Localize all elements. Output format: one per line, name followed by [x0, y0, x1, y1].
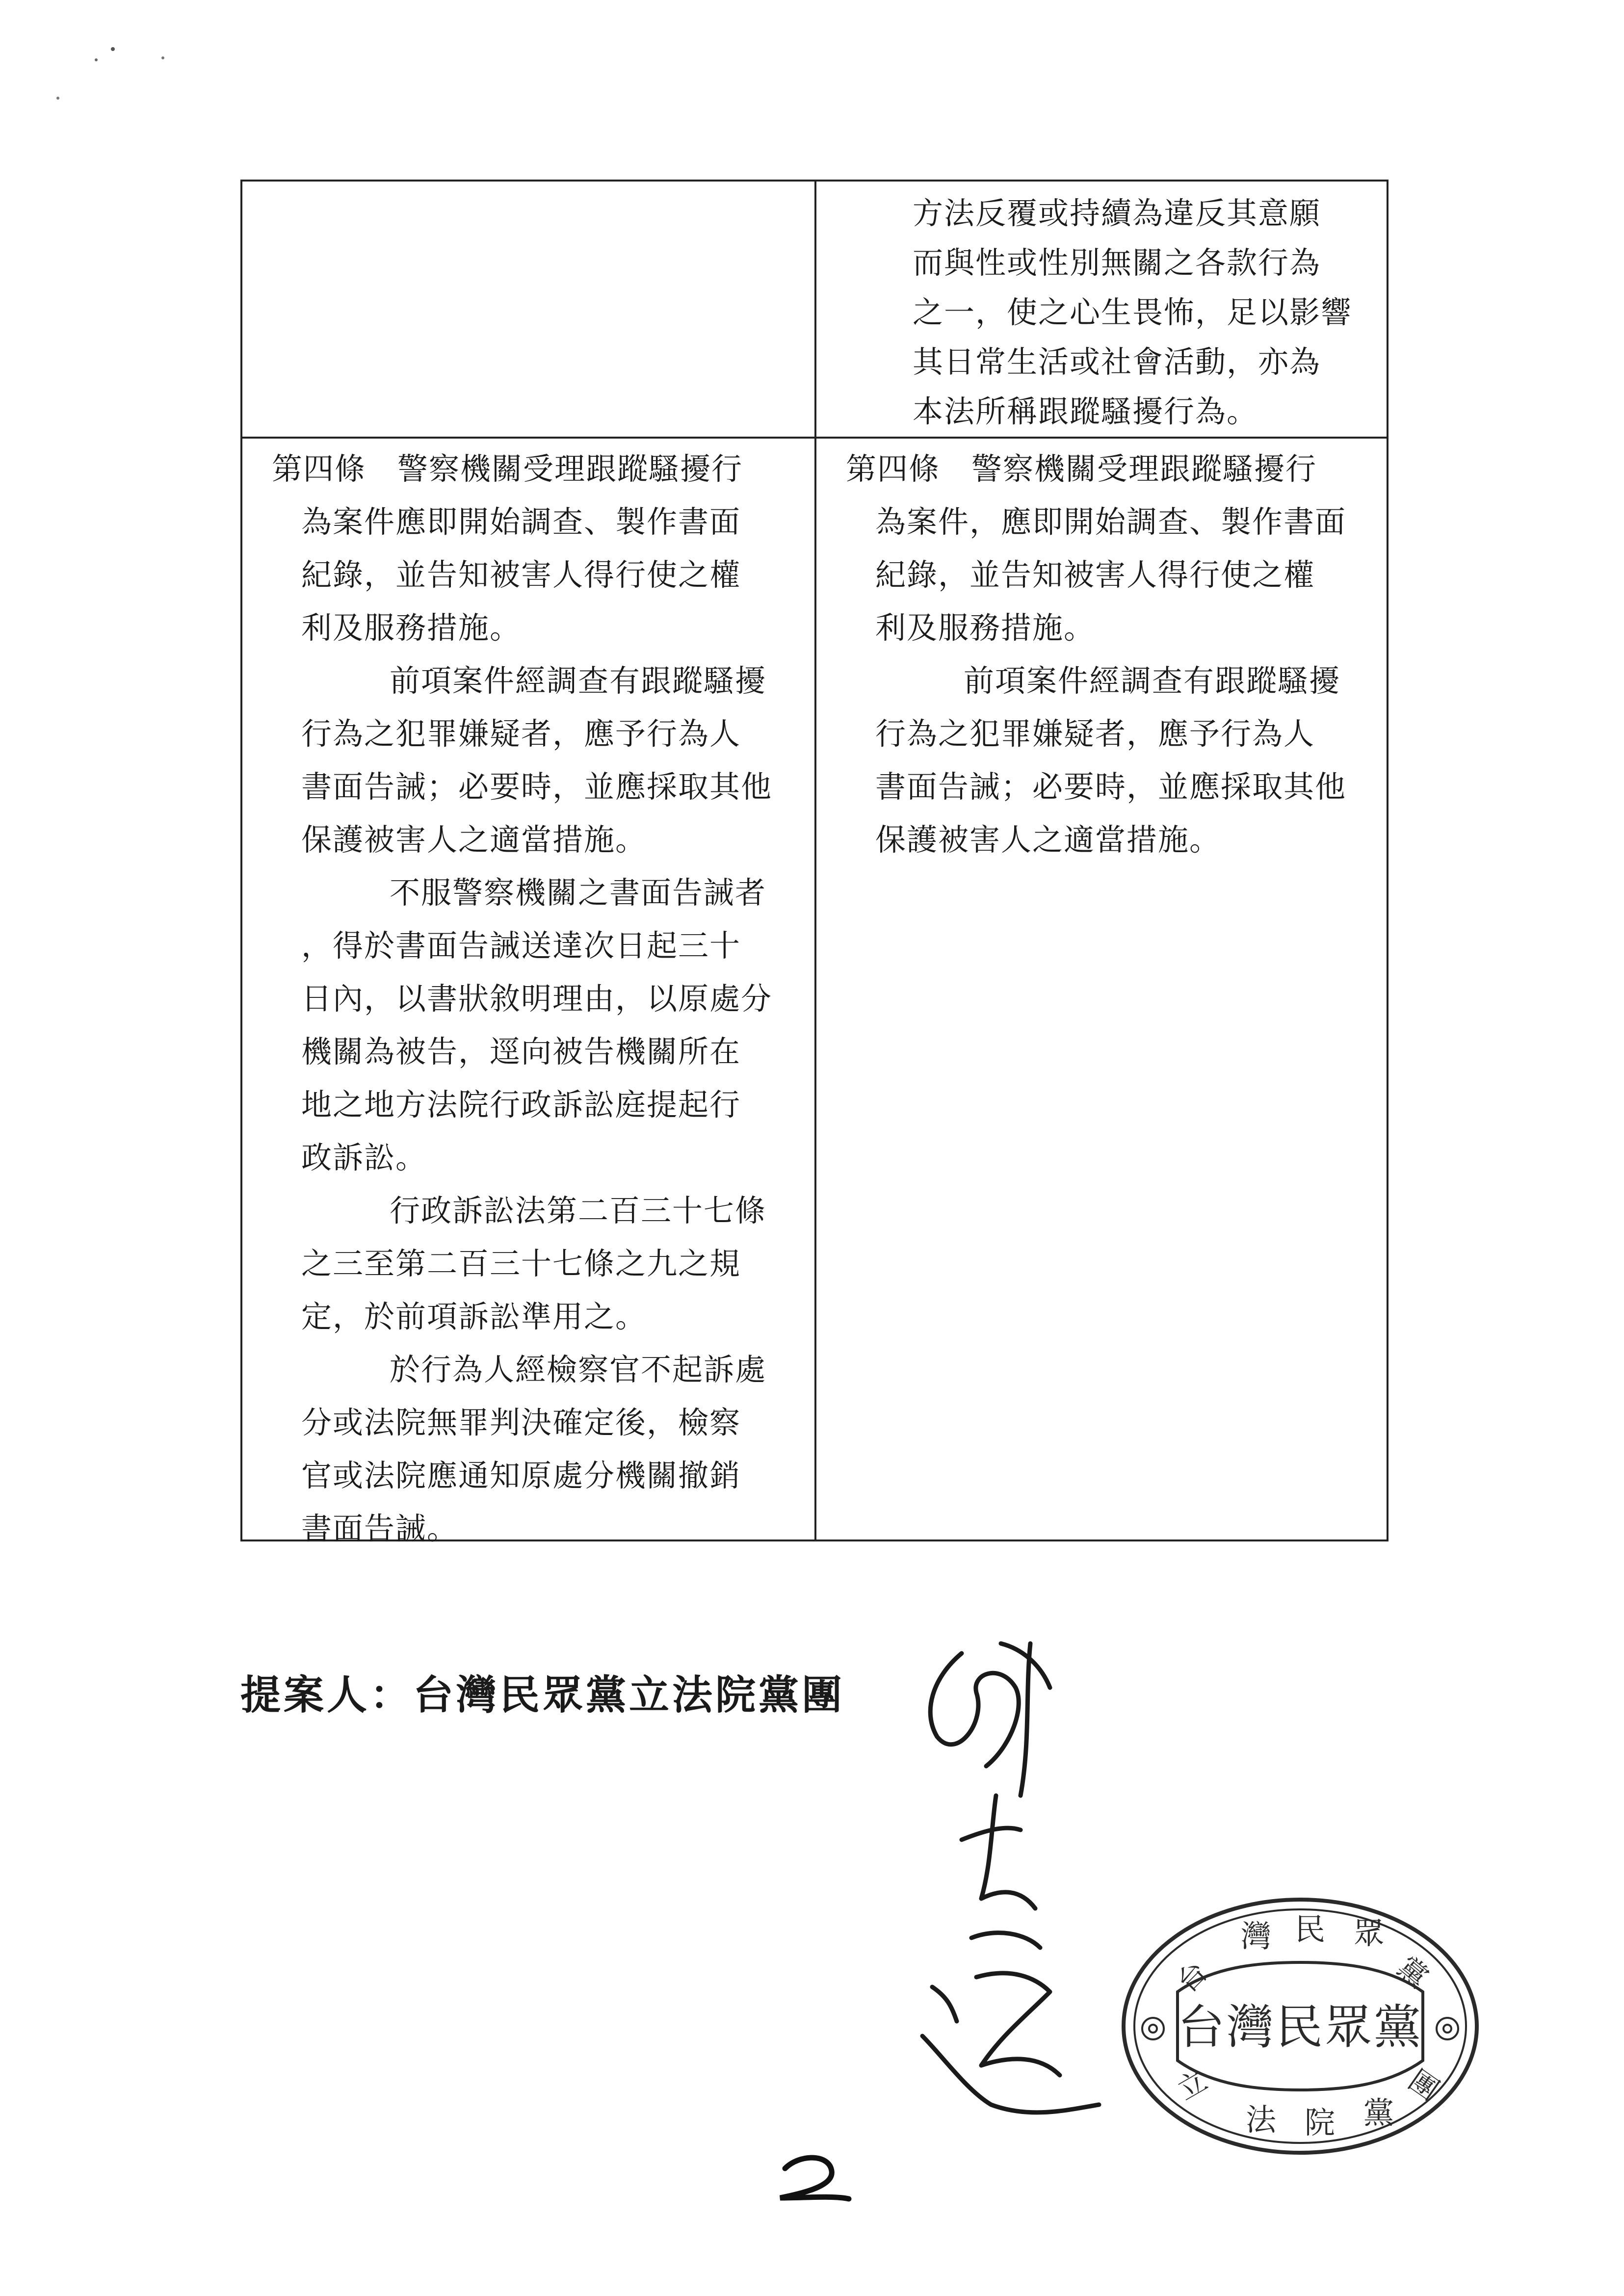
- top-right-line: 之一，使之心生畏怖，足以影響: [913, 294, 1353, 330]
- table-cell-article4-proposed: [272, 443, 772, 1555]
- page-number-handwritten: [765, 2149, 859, 2208]
- proposed-line: 政訴訟。: [301, 1140, 427, 1175]
- table-cell-article4-current: [846, 443, 1346, 866]
- svg-text:台灣民眾黨: 台灣民眾黨: [1178, 2000, 1423, 2055]
- current-line: 前項案件經調查有跟蹤騷擾: [964, 663, 1341, 699]
- proposed-line: 之三至第二百三十七條之九之規: [301, 1246, 741, 1281]
- svg-text:眾: 眾: [1353, 1915, 1385, 1951]
- proposed-line: 官或法院應通知原處分機關撤銷: [301, 1458, 741, 1493]
- table-column-divider: [814, 182, 816, 1539]
- proposed-line: 不服警察機關之書面告誡者: [390, 875, 767, 911]
- svg-text:院: 院: [1304, 2105, 1336, 2140]
- proposed-line: 為案件應即開始調查、製作書面: [301, 504, 741, 540]
- comparison-table: [240, 180, 1388, 1546]
- svg-text:團: 團: [1402, 2063, 1445, 2107]
- proposed-line: 第四條 警察機關受理跟蹤騷擾行: [272, 451, 743, 487]
- svg-text:黨: 黨: [1391, 1950, 1435, 1994]
- proposed-line: 書面告誡。: [301, 1511, 459, 1546]
- proposed-line: ，得於書面告誡送達次日起三十: [301, 928, 741, 964]
- current-line: 為案件，應即開始調查、製作書面: [875, 504, 1347, 540]
- top-right-line: 而與性或性別無關之各款行為: [913, 245, 1321, 281]
- proposed-line: 分或法院無罪判決確定後，檢察: [301, 1405, 741, 1440]
- proposed-line: 保護被害人之適當措施。: [301, 822, 647, 858]
- handwritten-signature: [903, 1634, 1109, 2124]
- svg-text:黨: 黨: [1363, 2095, 1394, 2131]
- proposed-line: 地之地方法院行政訴訟庭提起行: [301, 1087, 741, 1122]
- svg-text:台: 台: [1170, 1955, 1214, 1999]
- proposer-line: 提案人：台灣民眾黨立法院黨團: [240, 1671, 845, 1719]
- svg-text:民: 民: [1294, 1911, 1326, 1947]
- scan-specks: [49, 29, 196, 103]
- current-line: 書面告誡；必要時，並應採取其他: [875, 769, 1347, 805]
- proposed-line: 於行為人經檢察官不起訴處: [390, 1352, 767, 1387]
- top-right-line: 其日常生活或社會活動，亦為: [913, 344, 1321, 380]
- proposed-line: 日內，以書狀敘明理由，以原處分: [301, 981, 773, 1017]
- proposed-line: 行政訴訟法第二百三十七條: [390, 1193, 767, 1228]
- proposed-line: 前項案件經調查有跟蹤騷擾: [390, 663, 767, 699]
- proposed-line: 行為之犯罪嫌疑者，應予行為人: [301, 716, 741, 752]
- table-cell-top-right: [913, 188, 1352, 436]
- proposed-line: 定，於前項訴訟準用之。: [301, 1299, 647, 1334]
- party-seal: [1114, 1889, 1487, 2164]
- proposed-line: 利及服務措施。: [301, 610, 522, 646]
- svg-text:立: 立: [1171, 2063, 1213, 2107]
- current-line: 紀錄，並告知被害人得行使之權: [875, 557, 1315, 593]
- current-line: 第四條 警察機關受理跟蹤騷擾行: [846, 451, 1317, 487]
- table-row-divider: [242, 437, 1387, 439]
- top-right-line: 方法反覆或持續為違反其意願: [913, 195, 1321, 231]
- proposed-line: 機關為被告，逕向被告機關所在: [301, 1034, 741, 1070]
- proposed-line: 紀錄，並告知被害人得行使之權: [301, 557, 741, 593]
- proposed-line: 書面告誡；必要時，並應採取其他: [301, 769, 773, 805]
- current-line: 利及服務措施。: [875, 610, 1096, 646]
- top-right-line: 本法所稱跟蹤騷擾行為。: [913, 393, 1258, 429]
- current-line: 行為之犯罪嫌疑者，應予行為人: [875, 716, 1315, 752]
- svg-text:法: 法: [1245, 2102, 1277, 2138]
- svg-text:灣: 灣: [1240, 1918, 1272, 1954]
- current-line: 保護被害人之適當措施。: [875, 822, 1221, 858]
